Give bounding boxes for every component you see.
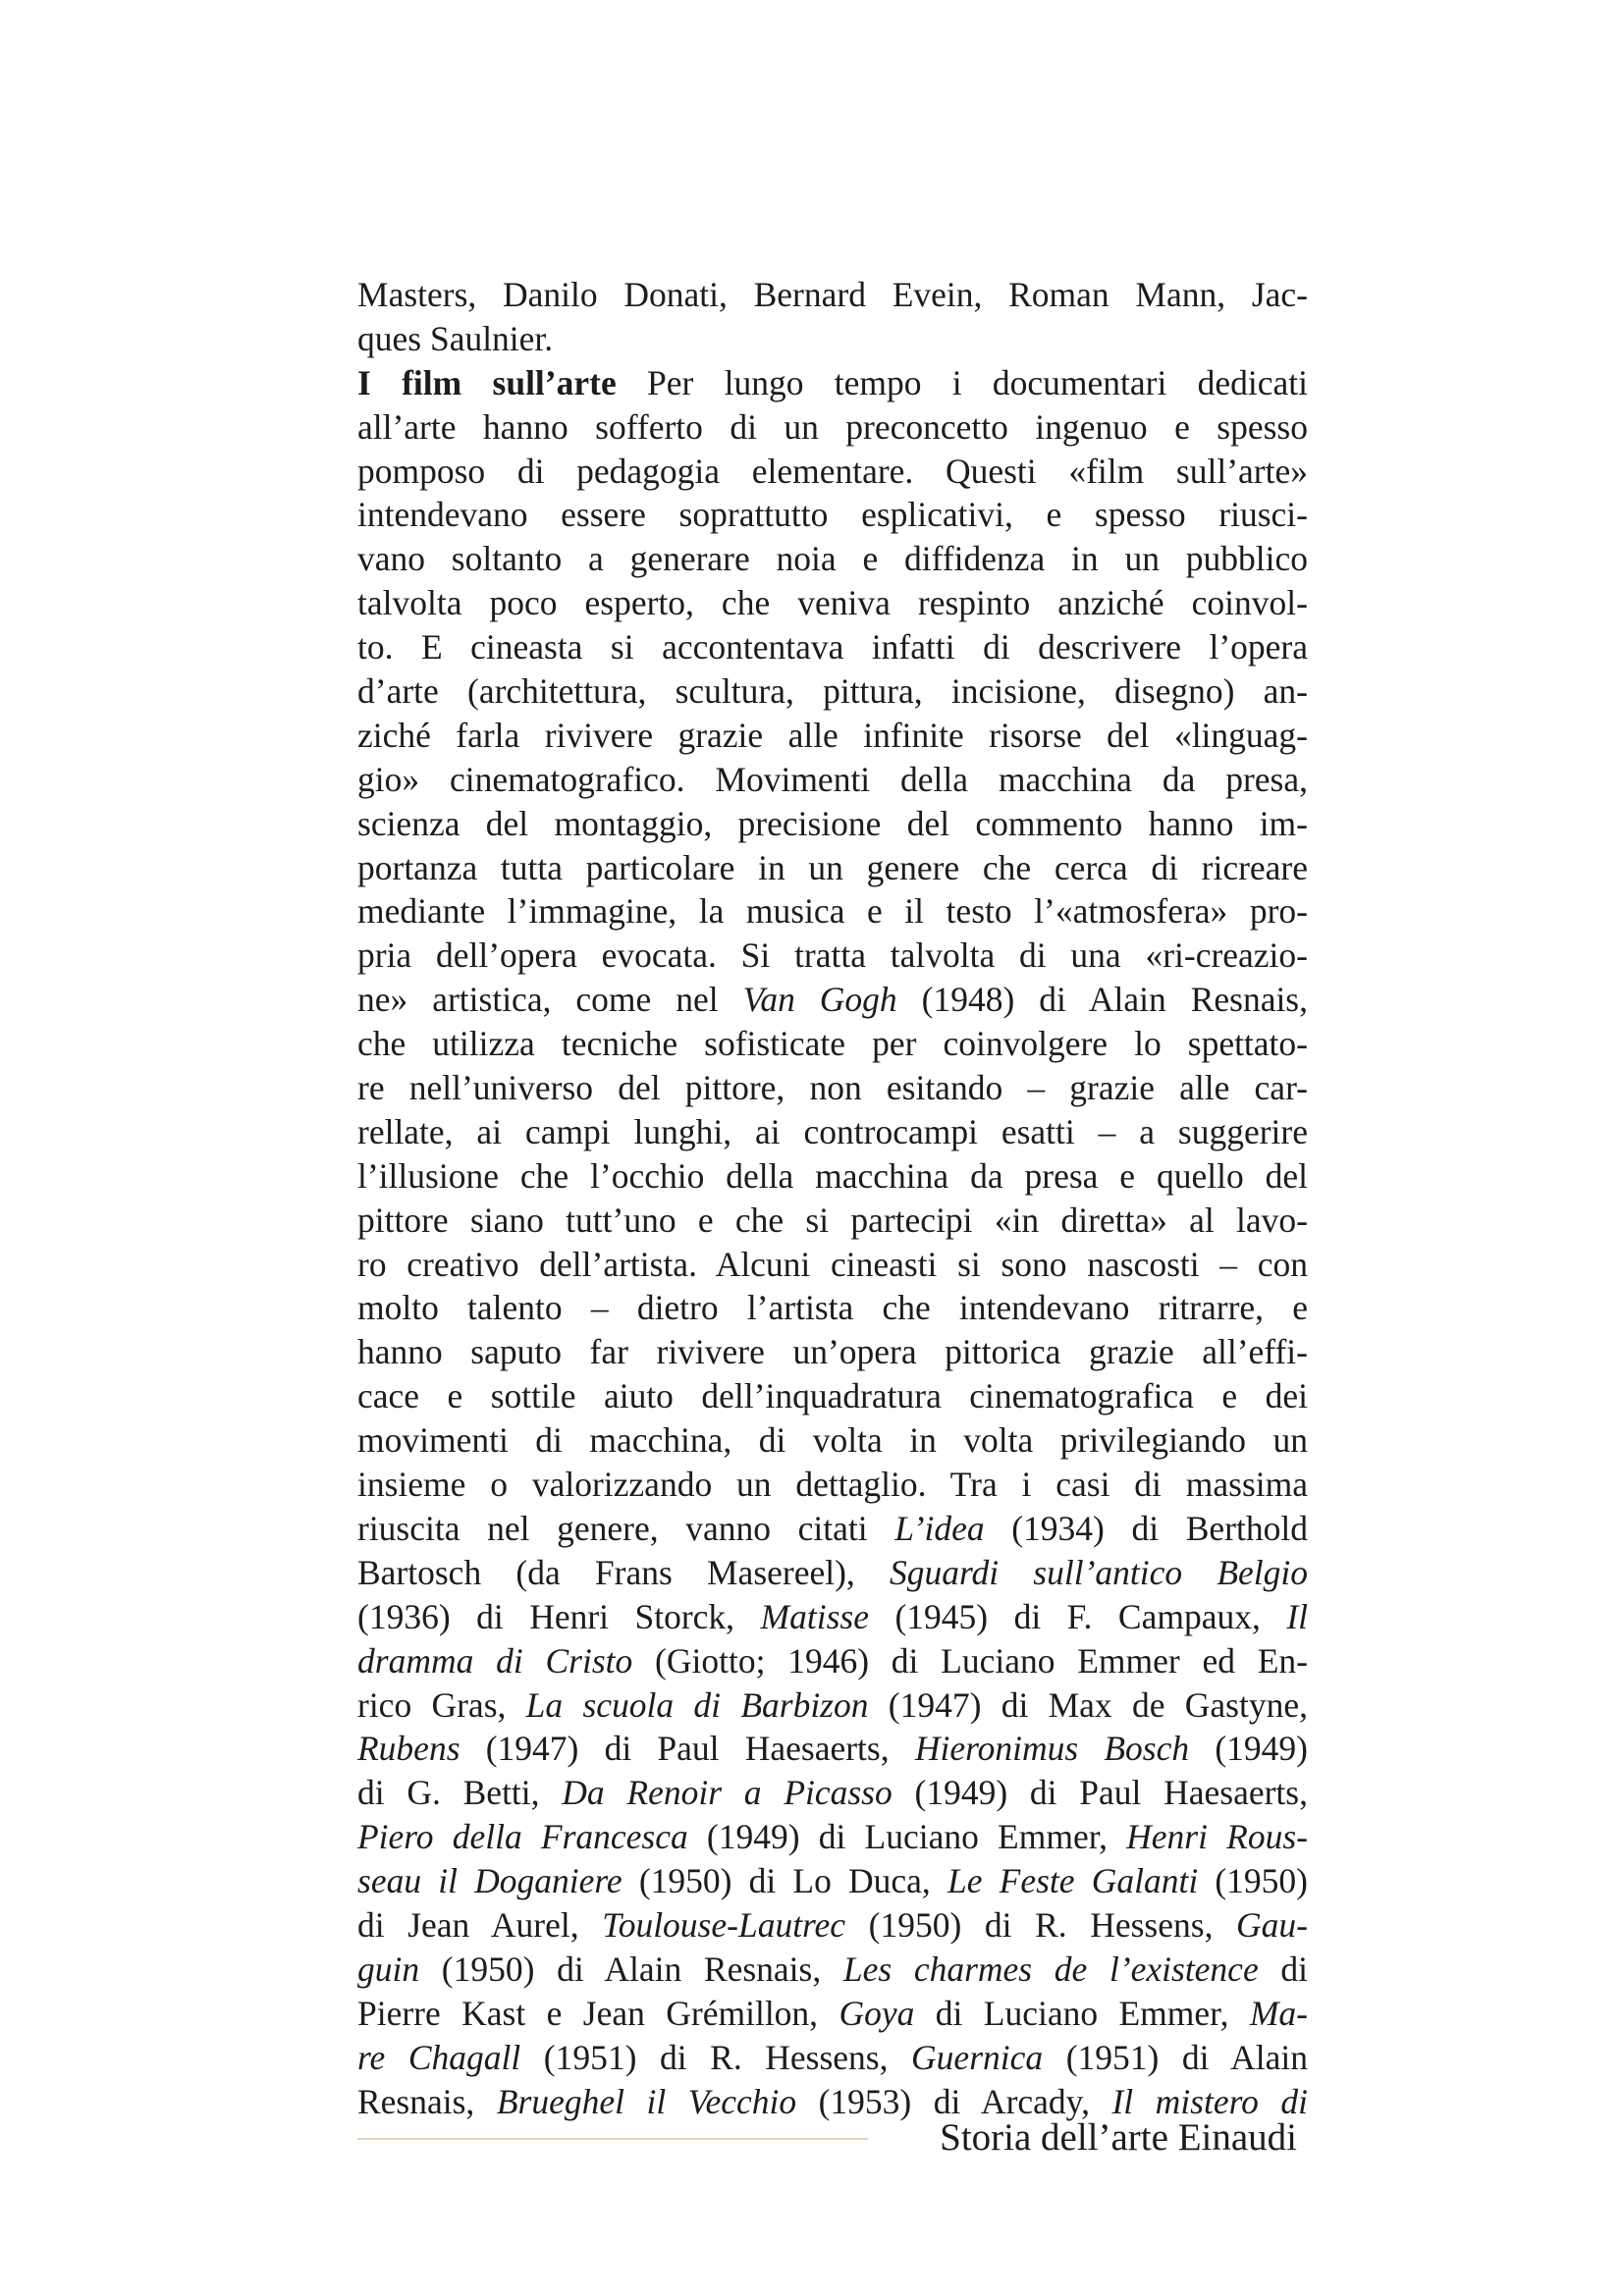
- text-line: [357, 889, 1308, 934]
- work-title: Le Feste Galanti: [947, 1861, 1199, 1901]
- work-title: Hieronimus Bosch: [914, 1729, 1190, 1769]
- text-run: (1951) di R. Hessens,: [520, 2037, 912, 2077]
- work-title: Piero della Francesca: [357, 1817, 688, 1857]
- text-run: re nell’universo del pittore, non esitando – grazie alle car-: [357, 1068, 1308, 1108]
- text-line: [357, 1683, 1308, 1728]
- text-line: [357, 1463, 1308, 1507]
- text-line: [357, 1551, 1308, 1595]
- text-line: [357, 1330, 1308, 1374]
- text-line: [357, 714, 1308, 758]
- text-run: rico Gras,: [357, 1684, 526, 1725]
- work-title: Il mistero di: [1111, 2081, 1308, 2121]
- text-run: mediante l’immagine, la musica e il testo l’«atmosfera» pro-: [357, 891, 1308, 932]
- text-run: di Jean Aurel,: [357, 1904, 603, 1945]
- text-line: [357, 1595, 1308, 1639]
- text-line: [357, 1418, 1308, 1463]
- text-run: riuscita nel genere, vanno citati: [357, 1508, 895, 1548]
- text-run: l’illusione che l’occhio della macchina da presa e quello del: [357, 1155, 1308, 1196]
- work-title: Henri Rous-: [1126, 1817, 1308, 1857]
- work-title: Rubens: [357, 1729, 460, 1769]
- text-line: [357, 317, 1308, 361]
- text-line: [357, 1815, 1308, 1859]
- text-run: scienza del montaggio, precisione del commento hanno im-: [357, 803, 1308, 843]
- work-title: Da Renoir a Picasso: [562, 1773, 893, 1813]
- text-run: vano soltanto a generare noia e diffidenza in un pubblico: [357, 539, 1308, 579]
- text-line: [357, 493, 1308, 537]
- work-title: guin: [357, 1949, 420, 1989]
- text-run: di: [1258, 1949, 1308, 1989]
- text-run: (1947) di Max de Gastyne,: [868, 1684, 1308, 1725]
- text-line: [357, 1066, 1308, 1110]
- work-title: Il: [1286, 1596, 1308, 1636]
- text-line: [357, 1286, 1308, 1330]
- work-title: Ma-: [1249, 1993, 1308, 2033]
- text-run: (1953) di Arcady,: [796, 2081, 1112, 2121]
- text-line: [357, 934, 1308, 978]
- work-title: La scuola di Barbizon: [525, 1684, 869, 1725]
- text-run: (1950) di Alain Resnais,: [419, 1949, 843, 1989]
- text-line: [357, 273, 1308, 317]
- text-line: [357, 361, 1308, 405]
- text-run: to. E cineasta si accontentava infatti di descrivere l’opera: [357, 627, 1308, 667]
- text-line: [357, 625, 1308, 669]
- text-run: ziché farla rivivere grazie alle infinite risorse del «linguag-: [357, 715, 1308, 755]
- text-line: [357, 537, 1308, 581]
- text-run: (1945) di F. Campaux,: [868, 1596, 1287, 1636]
- text-run: (1950) di Lo Duca,: [622, 1861, 947, 1901]
- text-line: [357, 1727, 1308, 1771]
- text-run: Resnais,: [357, 2081, 497, 2121]
- text-line: [357, 758, 1308, 802]
- work-title: Van Gogh: [742, 980, 897, 1020]
- text-run: (1948) di Alain Resnais,: [896, 980, 1308, 1020]
- text-line: [357, 1199, 1308, 1243]
- text-line: [357, 1022, 1308, 1066]
- text-run: ne» artistica, come nel: [357, 980, 743, 1020]
- text-line: [357, 1948, 1308, 1992]
- body-text: [357, 273, 1308, 2123]
- text-line: [357, 978, 1308, 1022]
- text-run: Per lungo tempo i documentari dedicati: [616, 362, 1308, 402]
- work-title: Les charmes de l’existence: [842, 1949, 1259, 1989]
- text-line: [357, 581, 1308, 625]
- text-run: (1947) di Paul Haesaerts,: [460, 1729, 915, 1769]
- text-run: talvolta poco esperto, che veniva respinto anziché coinvol-: [357, 583, 1308, 623]
- text-run: pomposo di pedagogia elementare. Questi «film sull’arte»: [357, 451, 1308, 491]
- text-run: insieme o valorizzando un dettaglio. Tra i casi di massima: [357, 1465, 1308, 1505]
- text-line: [357, 1110, 1308, 1154]
- text-line: [357, 1639, 1308, 1683]
- text-line: [357, 405, 1308, 450]
- text-run: all’arte hanno sofferto di un preconcetto ingenuo e spesso: [357, 406, 1308, 447]
- text-run: (Giotto; 1946) di Luciano Emmer ed En-: [632, 1640, 1308, 1681]
- text-line: [357, 1374, 1308, 1418]
- work-title: Toulouse-Lautrec: [602, 1904, 846, 1945]
- text-run: portanza tutta particolare in un genere che cerca di ricreare: [357, 847, 1308, 887]
- text-run: hanno saputo far rivivere un’opera pittorica grazie all’effi-: [357, 1332, 1308, 1372]
- text-line: [357, 1992, 1308, 2036]
- work-title: Matisse: [760, 1596, 869, 1636]
- text-run: Masters, Danilo Donati, Bernard Evein, Roman Mann, Jac-: [357, 275, 1308, 314]
- text-line: [357, 1243, 1308, 1287]
- text-run: (1950): [1198, 1861, 1309, 1901]
- text-line: [357, 1154, 1308, 1199]
- text-run: (1934) di Berthold: [984, 1508, 1308, 1548]
- text-line: [357, 1771, 1308, 1815]
- text-run: Bartosch (da Frans Masereel),: [357, 1552, 890, 1592]
- text-run: ro creativo dell’artista. Alcuni cineasti si sono nascosti – con: [357, 1244, 1308, 1284]
- section-heading: I film sull’arte: [357, 362, 617, 402]
- text-run: ques Saulnier.: [357, 318, 554, 358]
- work-title: Gau-: [1236, 1904, 1309, 1945]
- text-run: di Luciano Emmer,: [914, 1993, 1250, 2033]
- text-line: [357, 802, 1308, 846]
- text-line: [357, 1859, 1308, 1903]
- footer-series-title: Storia dell’arte Einaudi: [940, 2116, 1297, 2159]
- text-line: [357, 1903, 1308, 1948]
- text-run: (1936) di Henri Storck,: [357, 1596, 761, 1636]
- footer-rule: [357, 2138, 868, 2140]
- text-run: pittore siano tutt’uno e che si partecipi «in diretta» al lavo-: [357, 1200, 1308, 1240]
- text-run: intendevano essere soprattutto esplicativi, e spesso riusci-: [357, 495, 1308, 535]
- text-line: [357, 669, 1308, 714]
- text-run: (1949) di Luciano Emmer,: [687, 1817, 1127, 1857]
- text-run: pria dell’opera evocata. Si tratta talvolta di una «ri-creazio-: [357, 935, 1308, 976]
- text-run: (1951) di Alain: [1043, 2037, 1308, 2077]
- work-title: Brueghel il Vecchio: [496, 2081, 797, 2121]
- work-title: L’idea: [894, 1508, 985, 1548]
- text-run: che utilizza tecniche sofisticate per coinvolgere lo spettato-: [357, 1024, 1308, 1064]
- text-run: cace e sottile aiuto dell’inquadratura cinematografica e dei: [357, 1376, 1308, 1416]
- text-run: di G. Betti,: [357, 1773, 563, 1813]
- text-run: (1950) di R. Hessens,: [845, 1904, 1237, 1945]
- text-line: [357, 2036, 1308, 2080]
- text-run: molto talento – dietro l’artista che intendevano ritrarre, e: [357, 1288, 1308, 1328]
- text-run: d’arte (architettura, scultura, pittura, incisione, disegno) an-: [357, 671, 1308, 712]
- work-title: Guernica: [911, 2037, 1044, 2077]
- work-title: Sguardi sull’antico Belgio: [889, 1552, 1308, 1592]
- text-run: (1949): [1189, 1729, 1308, 1769]
- work-title: re Chagall: [357, 2037, 521, 2077]
- text-line: [357, 846, 1308, 890]
- text-run: gio» cinematografico. Movimenti della macchina da presa,: [357, 759, 1308, 799]
- work-title: Goya: [839, 1993, 915, 2033]
- work-title: dramma di Cristo: [357, 1640, 633, 1681]
- text-run: rellate, ai campi lunghi, ai controcampi esatti – a suggerire: [357, 1111, 1308, 1151]
- work-title: seau il Doganiere: [357, 1861, 622, 1901]
- text-run: Pierre Kast e Jean Grémillon,: [357, 1993, 839, 2033]
- text-run: (1949) di Paul Haesaerts,: [892, 1773, 1308, 1813]
- text-run: movimenti di macchina, di volta in volta privilegiando un: [357, 1420, 1308, 1461]
- text-line: [357, 1507, 1308, 1551]
- text-line: [357, 450, 1308, 494]
